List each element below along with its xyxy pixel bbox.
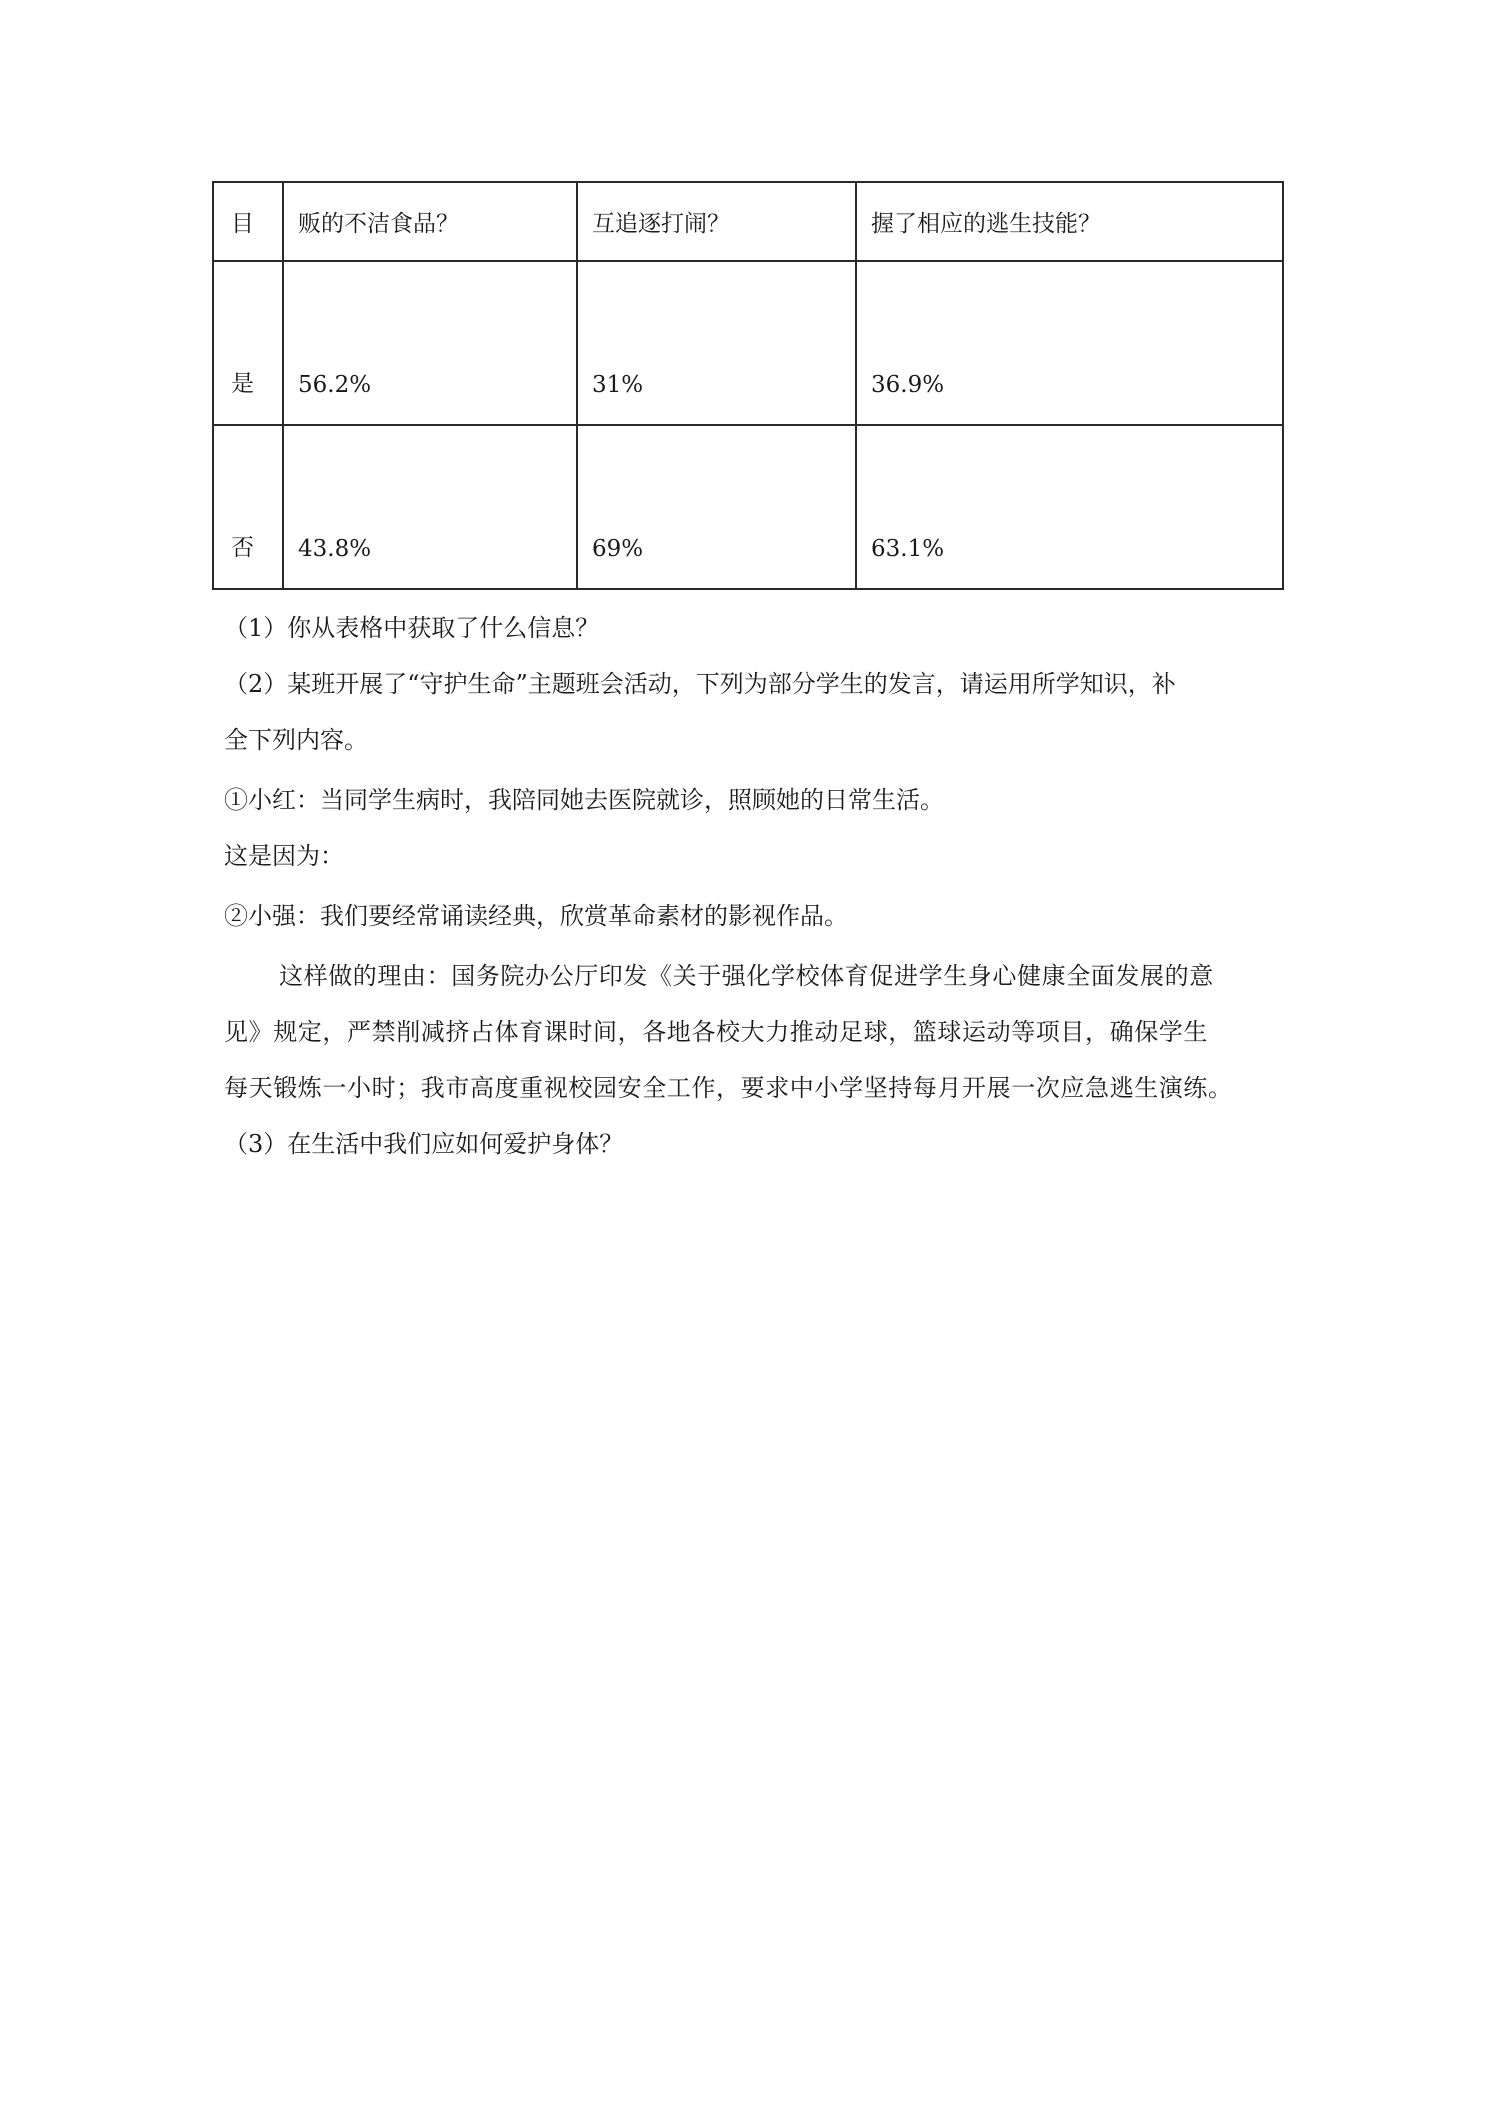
table-cell: 43.8% — [283, 425, 577, 589]
question-3: （3）在生活中我们应如何爱护身体？ — [224, 1130, 624, 1158]
header-cell-escape: 握了相应的逃生技能？ — [856, 182, 1283, 261]
reason-paragraph-line-2: 见》规定，严禁削减挤占体育课时间，各地各校大力推动足球，篮球运动等项目，确保学生 — [224, 1018, 1208, 1046]
reason-paragraph-line-3: 每天锻炼一小时；我市高度重视校园安全工作，要求中小学坚持每月开展一次应急逃生演练。 — [224, 1074, 1233, 1102]
reason-paragraph-line-1: 这样做的理由：国务院办公厅印发《关于强化学校体育促进学生身心健康全面发展的意 — [279, 962, 1214, 990]
row-label-yes: 是 — [213, 261, 283, 425]
student-statement-1: ①小红：当同学生病时，我陪同她去医院就诊，照顾她的日常生活。 — [224, 786, 944, 814]
header-cell-item: 目 — [213, 182, 283, 261]
survey-table — [212, 181, 1284, 590]
table-row — [213, 425, 1283, 589]
question-1: （1）你从表格中获取了什么信息？ — [224, 614, 600, 642]
table-cell: 56.2% — [283, 261, 577, 425]
student-statement-2: ②小强：我们要经常诵读经典，欣赏革命素材的影视作品。 — [224, 902, 848, 930]
table-cell: 36.9% — [856, 261, 1283, 425]
table-cell: 69% — [577, 425, 856, 589]
question-2-line-2: 全下列内容。 — [224, 726, 368, 754]
table-row — [213, 261, 1283, 425]
table-cell: 31% — [577, 261, 856, 425]
table-cell: 63.1% — [856, 425, 1283, 589]
question-2-line-1: （2）某班开展了“守护生命”主题班会活动，下列为部分学生的发言，请运用所学知识，补 — [224, 670, 1176, 698]
header-cell-chasing: 互追逐打闹？ — [577, 182, 856, 261]
table-header-row — [213, 182, 1283, 261]
row-label-no: 否 — [213, 425, 283, 589]
header-cell-food: 贩的不洁食品？ — [283, 182, 577, 261]
student-1-reason-prompt: 这是因为： — [224, 842, 344, 870]
